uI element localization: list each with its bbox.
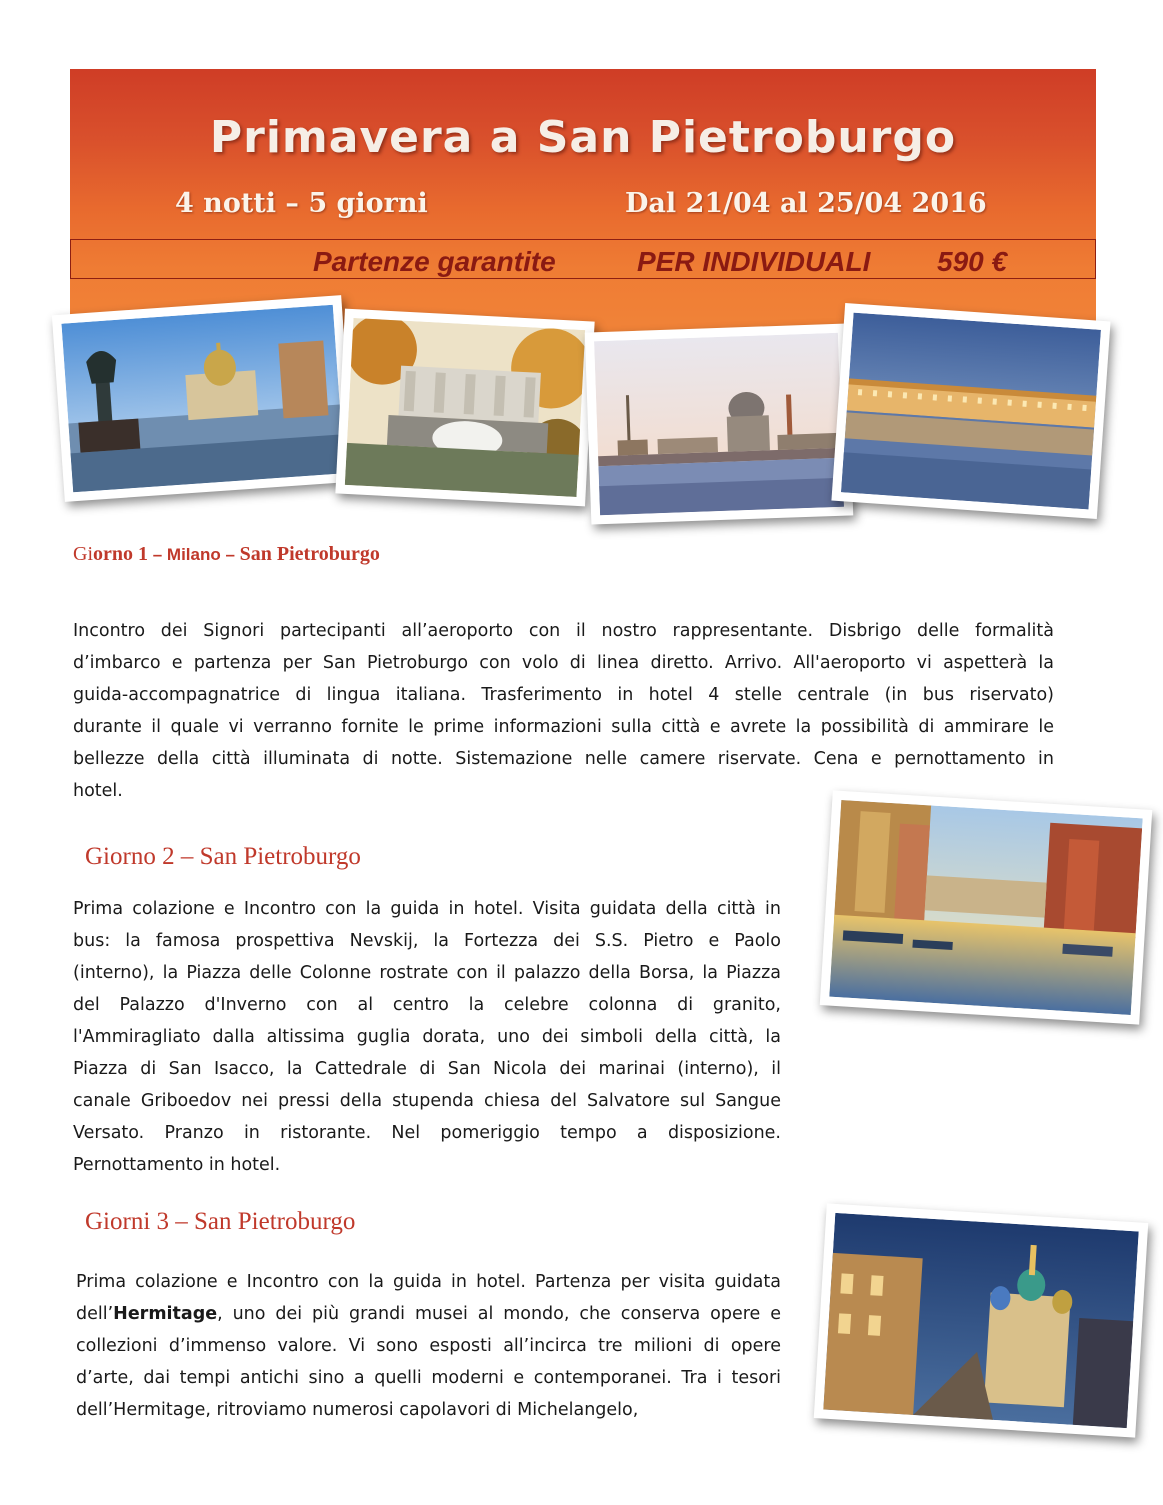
day-2-line: Piazza di San Isacco, la Cattedrale di San Nicola dei marinai (interno), il (73, 1059, 781, 1079)
day-2-line: (interno), la Piazza delle Colonne rostrate con il palazzo della Borsa, la Piazza (73, 963, 781, 983)
day-1-heading-separator-2: – (220, 545, 240, 564)
day-3-heading: Giorni 3 – San Pietroburgo (85, 1208, 356, 1235)
day-1-heading-lead: Gi (73, 543, 93, 565)
day-1-line: guida-accompagnatrice di lingua italiana. Trasferimento in hotel 4 stelle centrale (in bus riservato) (73, 685, 1054, 705)
day-1-heading-city-to: San Pietroburgo (239, 543, 380, 565)
page-title: Primavera a San Pietroburgo (209, 112, 957, 163)
day-1-line: durante il quale vi verranno fornite le prime informazioni sulla città e avrete la possibilità di ammirare le (73, 717, 1054, 737)
day-1-heading (73, 543, 380, 566)
st-isaac-square-image (61, 305, 344, 493)
day-1-heading-city-from: Milano (166, 545, 221, 564)
offer-individuals: PER INDIVIDUALI (637, 246, 871, 277)
photo-autumn-bridge (335, 309, 594, 507)
day-1-heading-day: orno 1 (93, 543, 148, 565)
day-3-line: dell’Hermitage, ritroviamo numerosi capolavori di Michelangelo, (76, 1400, 639, 1420)
day-3-line: collezioni d’immenso valore. Vi sono esposti all’incirca tre milioni di opere (76, 1336, 781, 1356)
trip-dates: Dal 21/04 al 25/04 2016 (625, 188, 987, 219)
trip-duration: 4 notti – 5 giorni (175, 188, 428, 219)
offer-price: 590 € (937, 246, 1008, 277)
day-2-line: canale Griboedov nei pressi della stupenda chiesa del Salvatore sul Sangue (73, 1091, 781, 1111)
day-2-line: Prima colazione e Incontro con la guida in hotel. Visita guidata della città in (73, 899, 781, 919)
day-1-line: Incontro dei Signori partecipanti all’aeroporto con il nostro rappresentante. Disbrigo delle formalità (73, 621, 1054, 641)
day-1-line: bellezze della città illuminata di notte. Sistemazione nelle camere riservate. Cena e pernottamento in (73, 749, 1054, 769)
photo-neva-skyline (585, 323, 854, 524)
day-3-line: d’arte, dai tempi antichi sino a quelli moderni e contemporanei. Tra i tesori (76, 1368, 781, 1388)
day-2-line: bus: la famosa prospettiva Nevskij, la Fortezza dei S.S. Pietro e Paolo (73, 931, 781, 951)
day-1-line: hotel. (73, 781, 123, 801)
day-2-line: Versato. Pranzo in ristorante. Nel pomeriggio tempo a disposizione. (73, 1123, 781, 1143)
neva-skyline-image (594, 333, 844, 515)
day-2-line: del Palazzo d'Inverno con al centro la celebre colonna di granito, (73, 995, 781, 1015)
church-spilled-blood-image (823, 1213, 1138, 1428)
day-1-line: d’imbarco e partenza per San Pietroburgo con volo di linea diretto. Arrivo. All'aeroporto vi aspetterà la (73, 653, 1054, 673)
winter-palace-night-image (841, 313, 1101, 510)
day-1-heading-separator: – (148, 545, 167, 564)
photo-canal-evening (820, 790, 1153, 1024)
photo-church-spilled-blood (814, 1203, 1149, 1437)
offer-guaranteed: Partenze garantite (313, 246, 556, 277)
day-3-line: Prima colazione e Incontro con la guida in hotel. Partenza per visita guidata (76, 1272, 781, 1292)
day-3-line-text: dell’ (76, 1304, 114, 1324)
day-2-line: Pernottamento in hotel. (73, 1155, 281, 1175)
hermitage-bold: Hermitage (113, 1304, 218, 1324)
photo-st-isaac-square (52, 295, 354, 502)
photo-winter-palace-night (831, 303, 1110, 519)
day-3-line (76, 1298, 781, 1330)
canal-evening-image (829, 800, 1142, 1015)
day-2-heading: Giorno 2 – San Pietroburgo (85, 843, 361, 870)
day-3-line-text: , uno dei più grandi musei al mondo, che conserva opere e (217, 1304, 781, 1324)
autumn-bridge-image (345, 318, 585, 497)
day-2-description (73, 893, 781, 1181)
day-2-line: l'Ammiragliato dalla altissima guglia dorata, uno dei simboli della città, la (73, 1027, 781, 1047)
day-1-description (73, 615, 1054, 807)
day-3-description (76, 1266, 781, 1426)
